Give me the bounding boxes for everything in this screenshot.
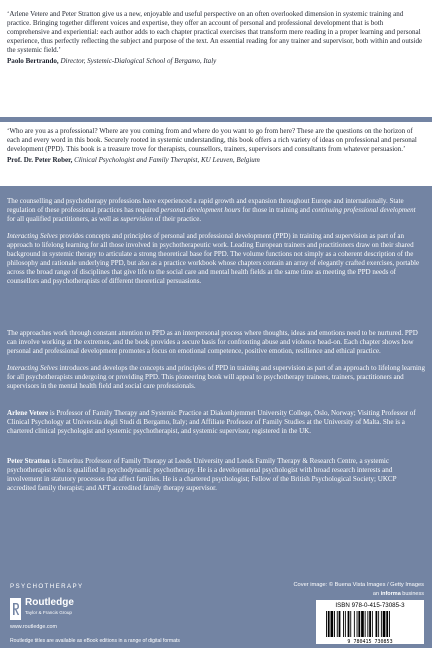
text-run: The counselling and psychotherapy professions have experienced a rapid growth and expansion throughout Europe and internationally. State regulation of these professional practices has required	[7, 197, 404, 214]
barcode-bar	[367, 611, 368, 637]
barcode-bar	[339, 611, 341, 637]
barcode-bar	[350, 611, 351, 637]
text-run: business	[400, 591, 424, 597]
endorsement-attribution	[7, 156, 426, 165]
author-name: Peter Stratton	[7, 457, 50, 465]
text-run-italic: personal development hours	[160, 205, 241, 214]
text-run-italic: continuing professional development	[311, 205, 416, 214]
barcode-bar	[365, 611, 366, 637]
text-run: for those in training and	[240, 205, 312, 214]
description-paragraph-4	[7, 364, 425, 391]
text-run: for all qualified practitioners, as well as	[7, 214, 121, 223]
barcode-bar	[361, 611, 364, 637]
author-name: Arlene Vetere	[7, 409, 49, 417]
barcode-bar	[369, 611, 371, 637]
informa-brand: informa	[380, 591, 401, 597]
barcode-bar	[357, 611, 358, 637]
endorsement-quote: ‘Who are you as a professional? Where are you coming from and where do you want to go from here? These are the questions on the horizon of each and every word in this book. Securely rooted in systemic understanding, this book offers a rich variety of ideas on professional and personal development (PPD). This book is a treasure trove for therapists, counsellors, trainers, supervisors and consultants from whatever persuasion.’	[7, 127, 417, 153]
isbn-number: ISBN 978-0-415-73085-3	[335, 602, 405, 609]
barcode-bar	[348, 611, 350, 637]
barcode-bar	[343, 611, 344, 637]
barcode-bar	[345, 611, 346, 637]
text-run: introduces and develops the concepts and principles of PPD in training and supervision as part of an approach to lifelong learning for all psychotherapists undergoing or providing PPD. This pioneering book will appeal to psychotherapy trainees, trainers, practitioners and supervisors in the mental health field and social care professionals.	[7, 364, 426, 390]
endorser-name: Prof. Dr. Peter Rober,	[7, 155, 73, 164]
informa-business-line	[373, 591, 424, 597]
endorser-role: Director, Systemic-Dialogical School of Bergamo, Italy	[60, 56, 217, 65]
barcode-bar	[372, 611, 373, 637]
description-paragraph-3: The approaches work through constant attention to PPD as an interpersonal process where thoughts, ideas and emotions need to be nurtured. PPD can involve working at the extremes, and the book provides a secure basis for confronting abuse and violence head-on. Each chapter shows how personal and professional development promotes a focus on emotional competence, positive emotion, resilience and ethical practice.	[7, 329, 418, 355]
barcode-bar	[331, 611, 334, 637]
barcode-digits: 9 780415 730853	[347, 639, 393, 644]
author-bio-text: is Professor of Family Therapy and Systemic Practice at Diakonhjemmet University College, Oslo, Norway; Visiting Professor of Clinical Psychology at Universita degli Studi di Bergamo, Italy; and Affiliate Professor of Family Studies at the University of Malta. She is a chartered clinical psychologist and systemic psychotherapist, and systemic supervisor, registered in the UK.	[7, 409, 416, 435]
text-run-italic: supervision	[120, 214, 153, 223]
author-bio-1	[7, 409, 425, 436]
barcode-bar	[378, 611, 379, 637]
endorsement-attribution	[7, 57, 426, 66]
text-run: provides concepts and principles of personal and professional development (PPD) in training and supervision as part of an approach to lifelong learning for all those involved in psychotherapeutic work. Leading European trainers and practitioners draw on their shared background in systemic therapy to articulate a strong theoretical base for PPD. The volume functions not simply as a coherent description of the philosophy and rationale underlying PPD, but also as a practice workbook whose chapters contain an array of elegantly crafted exercises, portable across the broad range of disciplines that give life to the social care and mental health fields at the same time as meeting the PPD needs of counsellors and psychotherapists of different theoretical persuasions.	[7, 232, 420, 285]
series-label: PSYCHOTHERAPY	[10, 583, 84, 590]
author-bio-text: is Emeritus Professor of Family Therapy at Leeds University and Leeds Family Therapy & Research Centre, a systemic psychotherapist who is qualified in psychodynamic psychotherapy. He is a developmental psychologist with broad research interests and involvement in statutory processes that affect families. He is a chartered psychologist; Fellow of the British Psychological Society; UKCP accredited family therapist; and AFT accredited family therapy supervisor.	[7, 457, 397, 492]
author-bio-2	[7, 457, 425, 493]
text-run: an	[372, 591, 381, 597]
barcode-bar	[354, 611, 355, 637]
description-paragraph-2	[7, 232, 425, 285]
text-run: of their practice.	[153, 214, 202, 223]
endorser-name: Paolo Bertrando,	[7, 56, 59, 65]
publisher-url[interactable]: www.routledge.com	[10, 624, 58, 630]
barcode-bar	[326, 611, 327, 637]
barcode-bar	[358, 611, 360, 637]
barcode-bar	[381, 611, 382, 637]
barcode-bar	[376, 611, 378, 637]
endorsement-2	[0, 122, 432, 186]
endorser-role: Clinical Psychologist and Family Therapist, KU Leuven, Belgium	[74, 155, 260, 164]
barcode-bar	[389, 611, 390, 637]
publisher-group: Taylor & Francis Group	[25, 610, 72, 615]
endorsement-quote: ‘Arlene Vetere and Peter Stratton give us a new, enjoyable and useful perspective on an often overlooked dimension in systemic training and practice. Bringing together different voices and expertise, they offer an account of personal and professional development that is both comprehensive and experiential: each author adds to each chapter practical exercises that transform mere reading in a proper learning and personal experience, thus perfectly reflecting the subject and purpose of the text. An essential reading for any trainer and supervisor, both within and outside the systemic field.’	[7, 10, 423, 54]
ebook-note: Routledge titles are available as eBook editions in a range of digital formats	[10, 638, 180, 644]
description-paragraph-1	[7, 197, 425, 224]
routledge-logo-icon	[10, 598, 21, 620]
endorsement-1	[0, 0, 432, 117]
isbn-barcode-box	[316, 600, 424, 644]
barcode-bar	[337, 611, 338, 637]
cover-image-credit: Cover image: © Buena Vista Images / Getty Images	[293, 582, 424, 588]
barcode-bar	[328, 611, 330, 637]
book-title: Interacting Selves	[7, 364, 58, 372]
publisher-block	[10, 597, 120, 621]
barcode-bar	[386, 611, 388, 637]
barcode-icon	[320, 610, 420, 644]
barcode-bar	[383, 611, 386, 637]
book-title: Interacting Selves	[7, 232, 58, 240]
barcode-bar	[334, 611, 335, 637]
publisher-name: Routledge	[25, 597, 74, 608]
